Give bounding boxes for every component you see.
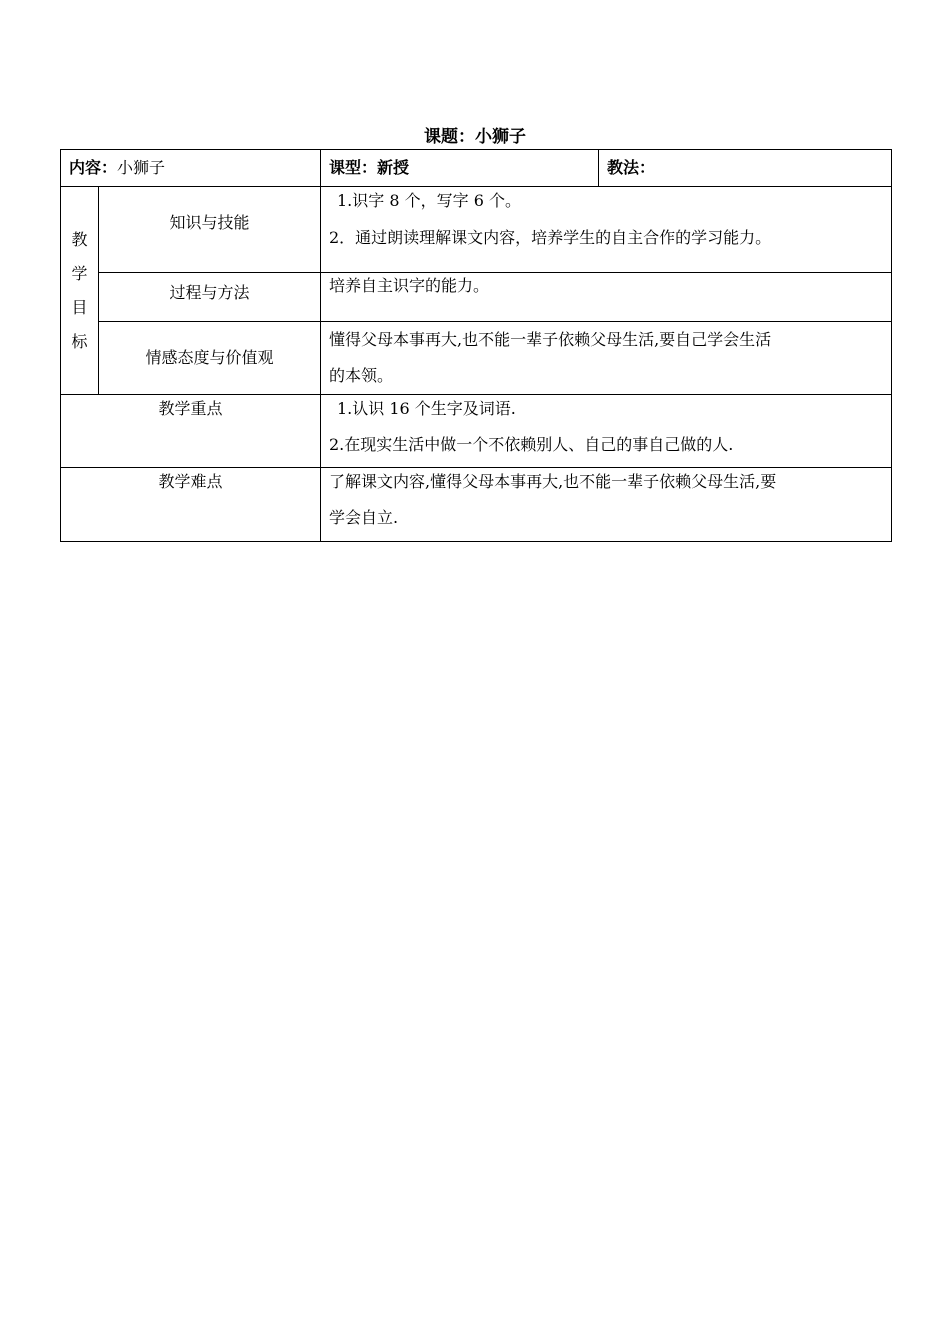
objective-row-process [61,273,892,322]
content-line: 的本领。 [329,366,394,385]
page-title: 课题：小狮子 [424,127,526,147]
objective-label-process: 过程与方法 [99,273,321,322]
difficult-points-content [321,468,892,542]
objective-label-emotion: 情感态度与价值观 [99,322,321,395]
group-char: 标 [71,331,88,351]
content-line: 2．通过朗读理解课文内容，培养学生的自主合作的学习能力。 [329,228,772,247]
content-line: 懂得父母本事再大,也不能一辈子依赖父母生活,要自己学会生活 [329,330,772,349]
difficult-points-row [61,468,892,542]
objective-row-knowledge [61,187,892,273]
objective-label-knowledge: 知识与技能 [99,187,321,273]
group-char: 目 [71,297,88,317]
objective-content-emotion [321,322,892,395]
key-points-label: 教学重点 [61,395,321,468]
lesson-type-label: 课型： [329,158,378,177]
objective-content-knowledge [321,187,892,273]
header-row [61,150,892,187]
content-line: 了解课文内容,懂得父母本事再大,也不能一辈子依赖父母生活,要 [329,472,777,491]
difficult-points-label: 教学难点 [61,468,321,542]
teaching-method-label: 教法： [607,158,656,177]
lesson-type-cell [321,150,599,187]
content-cell [61,150,321,187]
content-value: 小狮子 [117,158,166,177]
content-line: 学会自立. [329,508,399,527]
key-points-content [321,395,892,468]
key-points-row [61,395,892,468]
content-line: 1.识字 8 个，写字 6 个。 [337,191,521,210]
content-label: 内容： [69,158,118,177]
lesson-plan-table [60,149,892,542]
lesson-type-value: 新授 [377,158,410,177]
teaching-method-cell [599,150,892,187]
content-line: 2.在现实生活中做一个不依赖别人、自己的事自己做的人. [329,435,734,454]
objective-row-emotion [61,322,892,395]
objective-content-process [321,273,892,322]
group-char: 教 [71,229,88,249]
group-char: 学 [71,263,88,283]
content-line: 培养自主识字的能力。 [329,276,490,295]
content-line: 1.认识 16 个生字及词语. [337,399,516,418]
teaching-objectives-group [61,187,99,395]
